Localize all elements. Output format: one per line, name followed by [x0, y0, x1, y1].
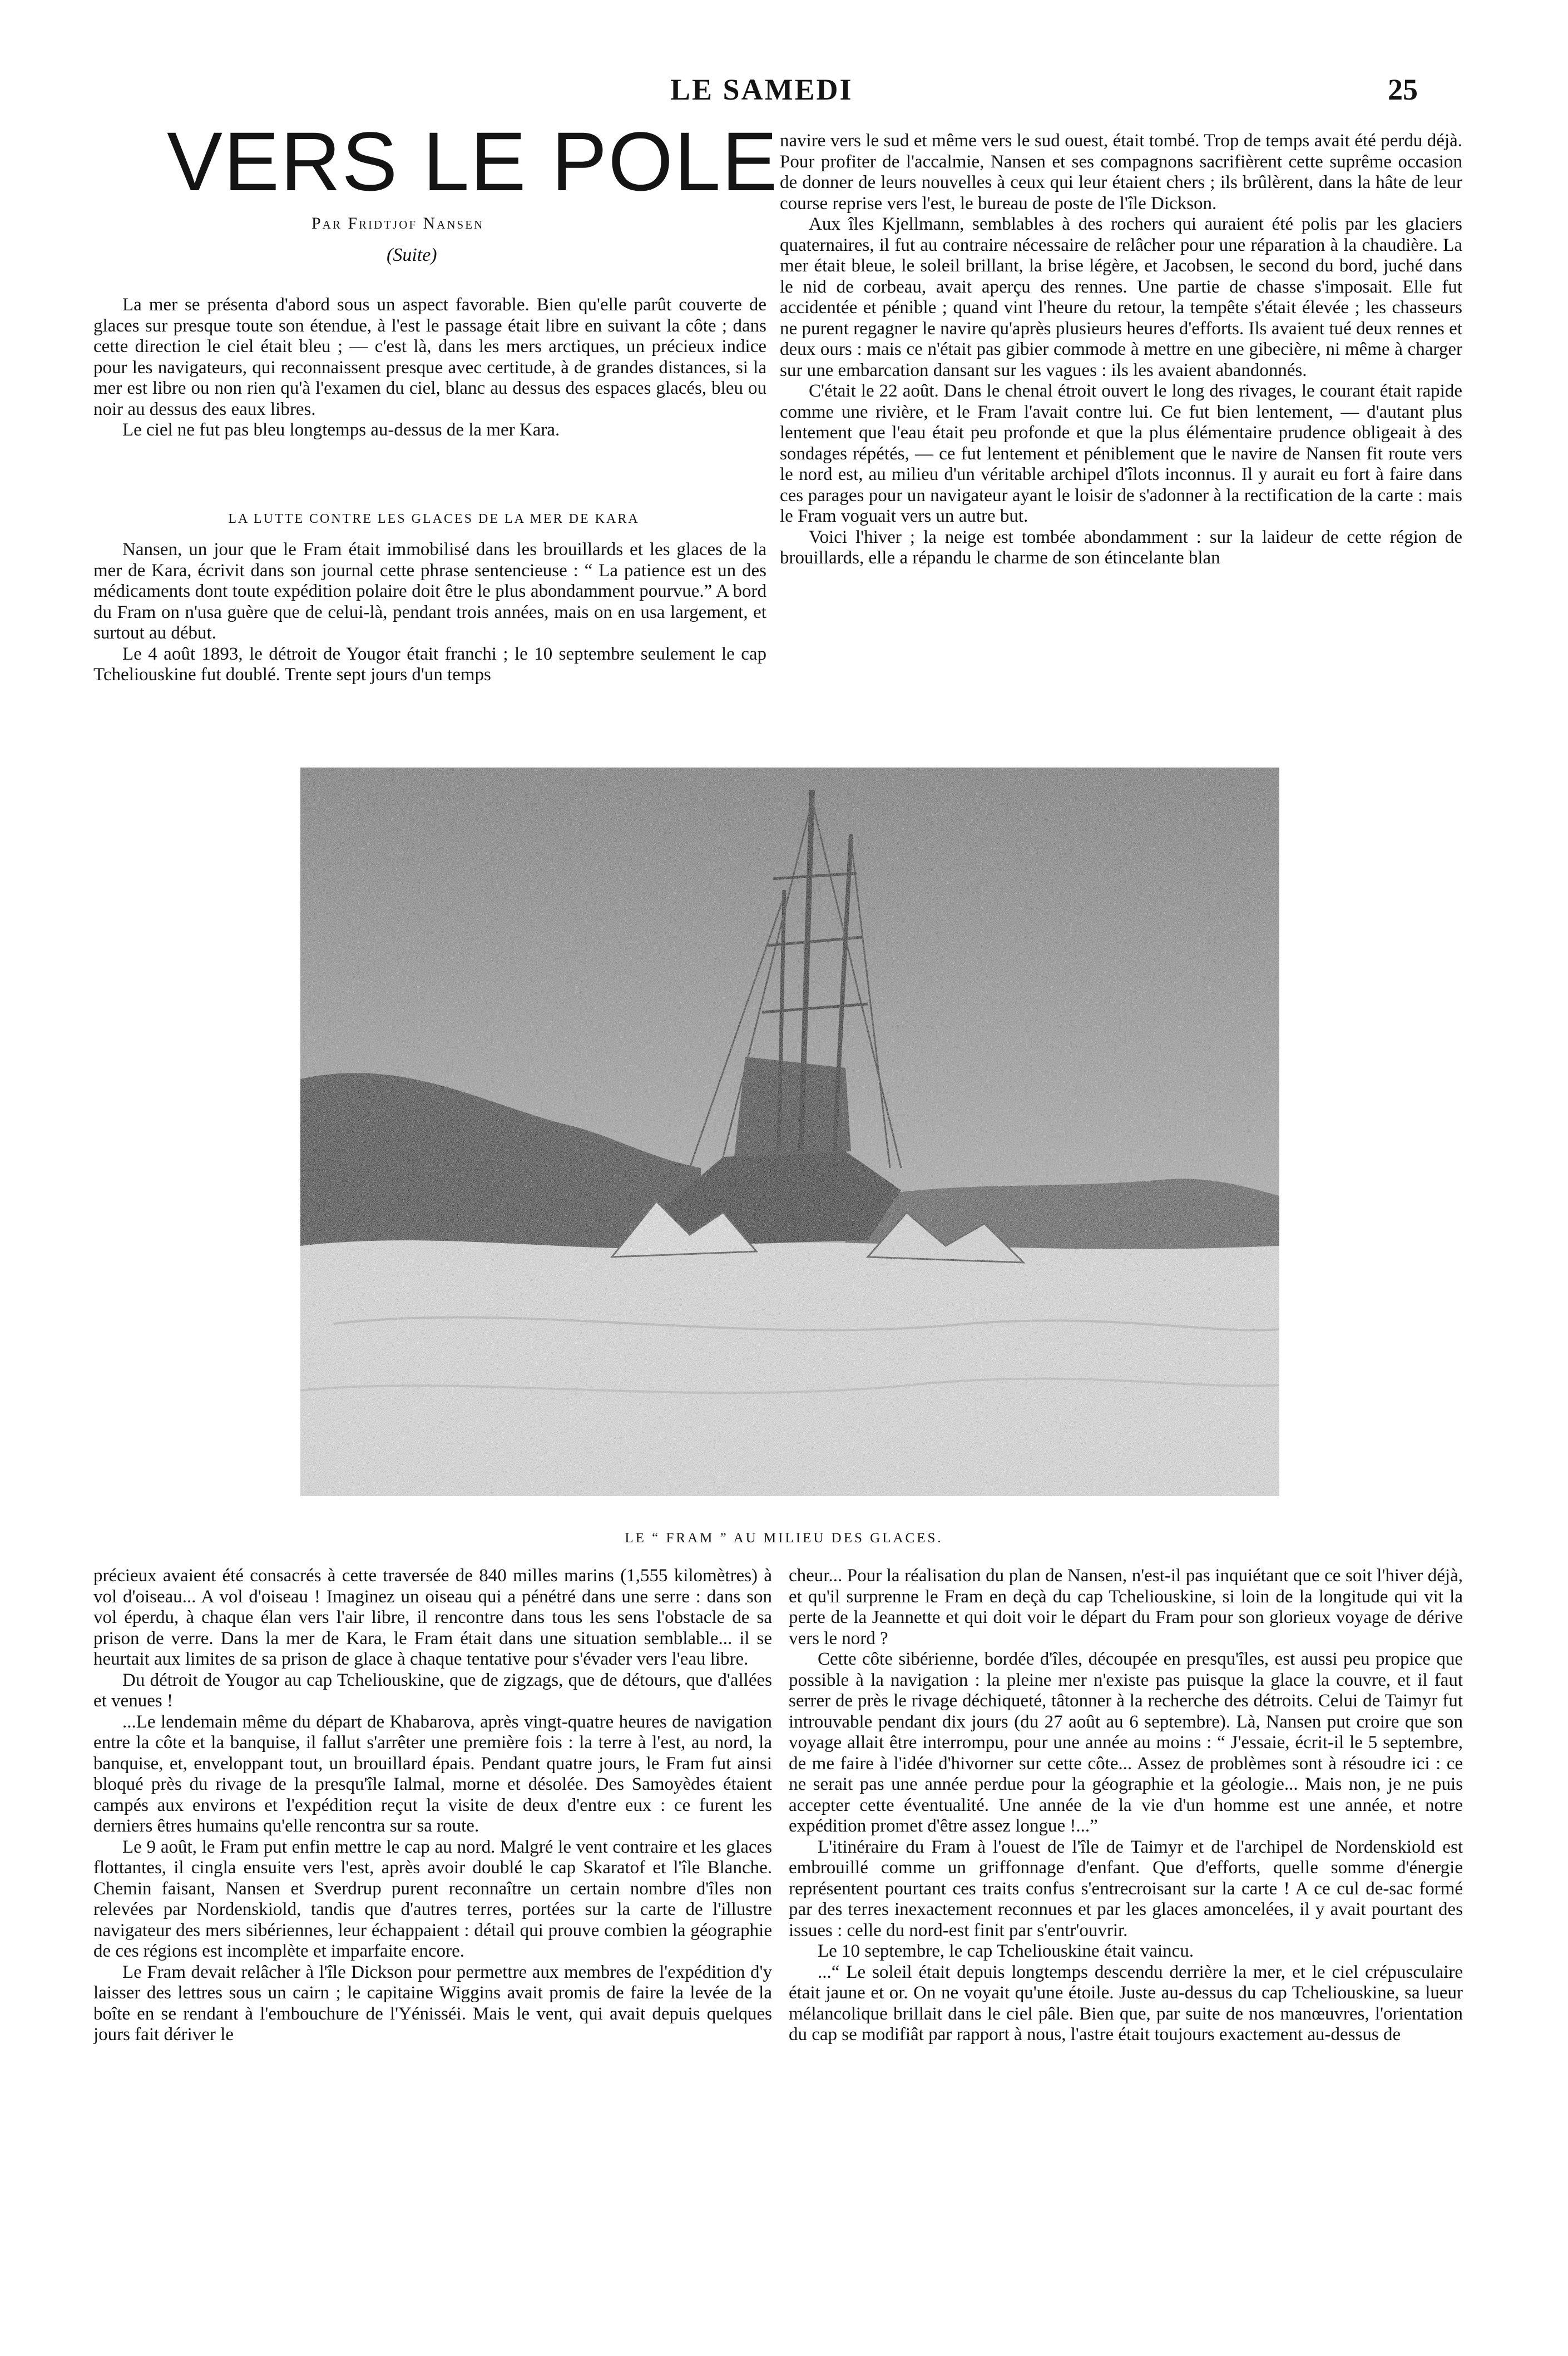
paragraph: La mer se présenta d'abord sous un aspect favorable. Bien qu'elle parût couverte de glaces sur presque toute son étendue, à l'est le passage était libre en suivant la côte ; dans cette direction le ciel était bleu ; — c'est là, dans les mers arctiques, un précieux indice pour les navigateurs, qui reconnaissent presque avec certitude, à de grandes distances, si la mer est libre ou non rien qu'à l'examen du ciel, blanc au dessus des espaces glacés, bleu ou noir au dessus des eaux libres. — [93, 295, 766, 419]
paragraph: ...“ Le soleil était depuis longtemps descendu derrière la mer, et le ciel crépusculaire était jaune et or. On ne voyait qu'une étoile. Juste au-dessus du cap Tcheliouskine, sa lueur mélancolique brillait dans le ciel pâle. Bien que, par suite de nos manœuvres, l'orientation du cap se modifiât par rapport à nous, l'astre était toujours exactement au-dessus de — [789, 1962, 1463, 2045]
ship-in-ice-illustration — [300, 768, 1279, 1496]
column-right-bottom — [789, 1566, 1463, 2278]
paragraph: Le 10 septembre, le cap Tcheliouskine était vaincu. — [818, 1941, 1194, 1961]
paragraph: Le ciel ne fut pas bleu longtemps au-dessus de la mer Kara. — [122, 420, 560, 440]
column-left-bottom — [93, 1566, 772, 2278]
paragraph: C'était le 22 août. Dans le chenal étroit ouvert le long des rivages, le courant était rapide comme une rivière, et le Fram l'avait contre lui. Ce fut bien lentement, — d'autant plus lentement que l'eau était peu profonde et que la plus élémentaire prudence obligeait à des sondages répétés, — ce fut lentement et péniblement que le navire de Nansen fit route vers le nord est, au milieu d'un véritable archipel d'îlots inconnus. Il y aurait eu fort à faire dans ces parages pour un navigateur ayant le loisir de s'adonner à la rectification de la carte : mais le Fram voguait vers un autre but. — [780, 381, 1462, 526]
paragraph: Le 9 août, le Fram put enfin mettre le cap au nord. Malgré le vent contraire et les glaces flottantes, il cingla ensuite vers l'est, après avoir doublé le cap Skaratof et l'île Blanche. Chemin faisant, Nansen et Sverdrup purent reconnaître un certain nombre d'îles non relevées par Nordenskiold, tandis que d'autres terres, portées sur la carte de l'illustre navigateur des mers sibériennes, leur échappaient : détail qui prouve combien la géographie de ces régions est incomplète et imparfaite encore. — [93, 1837, 772, 1961]
page-header — [0, 72, 1568, 111]
article-title: VERS LE POLE — [167, 115, 779, 208]
column-left-top — [93, 295, 766, 723]
paragraph: Le 4 août 1893, le détroit de Yougor était franchi ; le 10 septembre seulement le cap Tcheliouskine fut doublé. Trente sept jours d'un temps — [93, 644, 766, 685]
section-heading: LA LUTTE CONTRE LES GLACES DE LA MER DE KARA — [228, 512, 640, 526]
paragraph: cheur... Pour la réalisation du plan de Nansen, n'est-il pas inquiétant que ce soit l'hiver déjà, et qu'il surprenne le Fram en deçà du cap Tcheliouskine, si loin de la longitude qui vit la perte de la Jeannette et qui doit voir le départ du Fram pour son glorieux voyage de dérive vers le nord ? — [789, 1566, 1463, 1649]
paragraph: précieux avaient été consacrés à cette traversée de 840 milles marins (1,555 kilomètres) à vol d'oiseau... A vol d'oiseau ! Imaginez un oiseau qui a pénétré dans une serre : dans son vol éperdu, à chaque élan vers l'air libre, il rencontre dans tous les sens l'obstacle de sa prison de verre. Dans la mer de Kara, le Fram était dans une situation semblable... il se heurtait aux limites de sa prison de glace à chaque tentative pour s'évader vers l'eau libre. — [93, 1566, 772, 1669]
paragraph: Du détroit de Yougor au cap Tcheliouskine, que de zigzags, que de détours, que d'allées et venues ! — [93, 1670, 772, 1711]
paragraph: Le Fram devait relâcher à l'île Dickson pour permettre aux membres de l'expédition d'y laisser des lettres sous un cairn ; le capitaine Wiggins avait promis de faire la levée de la boîte en se rendant à l'embouchure de l'Yénisséi. Mais le vent, qui avait depuis quelques jours fait dériver le — [93, 1962, 772, 2045]
paragraph: ...Le lendemain même du départ de Khabarova, après vingt-quatre heures de navigation entre la côte et la banquise, il fallut s'arrêter une première fois : la terre à l'est, au nord, la banquise, et, enveloppant tout, un brouillard épais. Pendant quatre jours, le Fram fut ainsi bloqué près du rivage de la presqu'île Ialmal, morne et désolée. Des Samoyèdes étaient campés aux environs et l'expédition reçut la visite de deux d'entre eux : ce furent les derniers êtres humains qu'elle rencontra sur sa route. — [93, 1711, 772, 1836]
paragraph: L'itinéraire du Fram à l'ouest de l'île de Taimyr et de l'archipel de Nordenskiold est embrouillé comme un griffonnage d'enfant. Que d'efforts, quelle somme d'énergie représentent pourtant ces traits confus s'entrecroisant sur la carte ! A ce cul de-sac formé par des terres inexactement reconnues et par les glaces amoncelées, il y avait pourtant des issues : celle du nord-est finit par s'entr'ouvrir. — [789, 1837, 1463, 1941]
paragraph: Aux îles Kjellmann, semblables à des rochers qui auraient été polis par les glaciers quaternaires, il fut au contraire nécessaire de relâcher pour une réparation à la chaudière. La mer était bleue, le soleil brillant, la brise légère, et Jacobsen, le second du bord, juché dans le nid de corbeau, avait aperçu des rennes. Une partie de chasse s'imposait. Elle fut accidentée et pénible ; quand vint l'heure du retour, la tempête s'était élevée ; les chasseurs ne purent regagner le navire qu'après plusieurs heures d'efforts. Ils avaient tué deux rennes et deux ours : mais ce n'était pas gibier commode à mettre en une gibecière, ni même à charger sur une embarcation dansant sur les vagues : ils les avaient abandonnés. — [780, 214, 1462, 380]
illustration-caption: LE “ FRAM ” AU MILIEU DES GLACES. — [625, 1531, 943, 1546]
column-right-top — [780, 131, 1462, 737]
byline: Par Fridtjof Nansen — [311, 214, 484, 232]
paragraph: Cette côte sibérienne, bordée d'îles, découpée en presqu'îles, est aussi peu propice que possible à la navigation : la pleine mer n'existe pas puisque la glace la couvre, et il faut serrer de près le rivage déchiqueté, tâtonner à la recherche des détroits. Celui de Taimyr fut introuvable pendant dix jours (du 27 août au 6 septembre). Là, Nansen put croire que son voyage allait être interrompu, pour une année au moins : “ J'essaie, écrit-il le 5 septembre, de me faire à l'idée d'hivorner sur cette côte... Assez de problèmes sont à résoudre ici : ce ne serait pas une année perdue pour la géographie et la géologie... Mais non, je ne puis accepter cette éventualité. Une année de la vie d'un homme est une année, et notre expédition promet d'être assez longue !...” — [789, 1649, 1463, 1836]
column-left-top-continued — [93, 539, 766, 686]
publication-title: LE SAMEDI — [670, 73, 853, 106]
continuation-label: (Suite) — [387, 245, 437, 265]
paragraph: Voici l'hiver ; la neige est tombée abondamment : sur la laideur de cette région de brouillards, elle a répandu le charme de son étincelante blan — [780, 527, 1462, 568]
paragraph: navire vers le sud et même vers le sud ouest, était tombé. Trop de temps avait été perdu déjà. Pour profiter de l'accalmie, Nansen et ses compagnons sacrifièrent cette suprême occasion de donner de leurs nouvelles à ceux qui leur étaient chers ; ils brûlèrent, dans la hâte de leur course reprise vers l'est, le bureau de poste de l'île Dickson. — [780, 131, 1462, 214]
page-number: 25 — [1388, 73, 1418, 106]
paragraph: Nansen, un jour que le Fram était immobilisé dans les brouillards et les glaces de la mer de Kara, écrivit dans son journal cette phrase sentencieuse : “ La patience est un des médicaments dont toute expédition polaire doit être le plus abondamment pourvue.” A bord du Fram on n'usa guère que de celui-là, pendant trois années, mais on en usa largement, et surtout au début. — [93, 539, 766, 643]
